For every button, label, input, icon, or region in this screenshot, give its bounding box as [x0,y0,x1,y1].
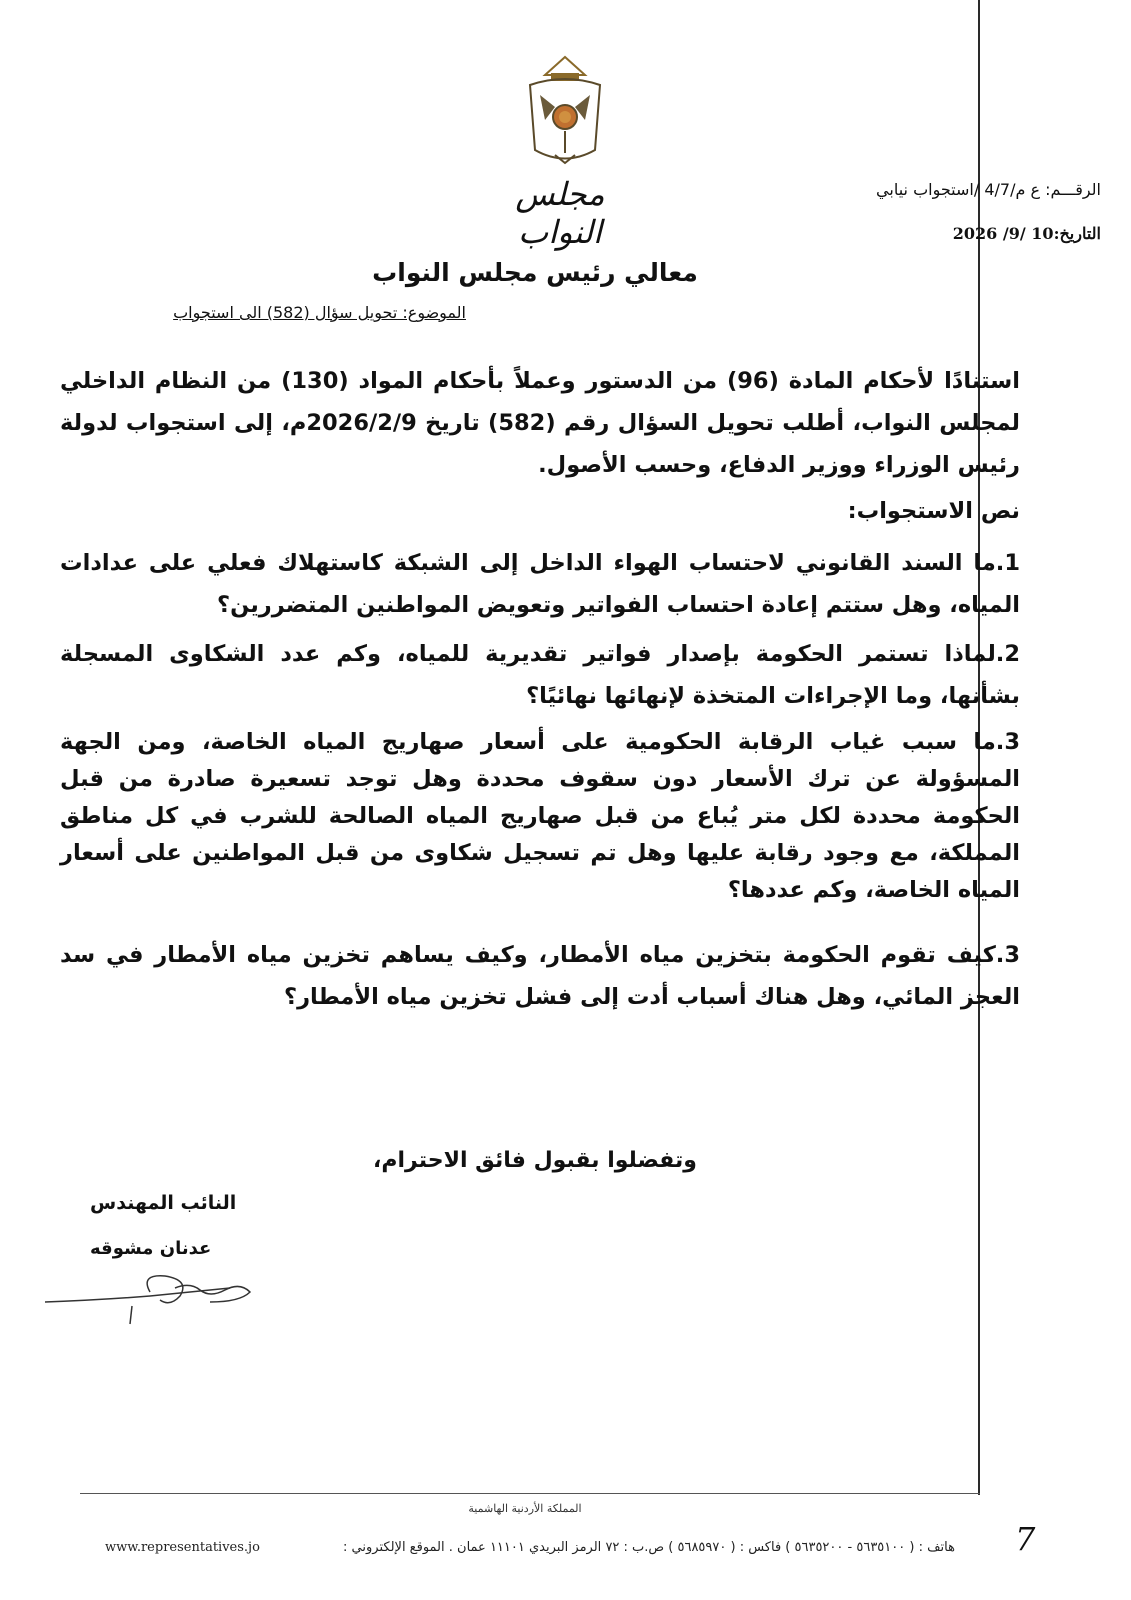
subject-line: الموضوع: تحويل سؤال (582) الى استجواب [173,303,466,322]
intro-paragraph: استنادًا لأحكام المادة (96) من الدستور وعملاً بأحكام المواد (130) من النظام الداخلي لمجلس النواب، أطلب تحويل السؤال رقم (582) تاريخ 2026/2/9م، إلى استجواب لدولة رئيس الوزراء ووزير الدفاع، وحسب الأصول. [60,368,1021,478]
question-item: 2.لماذا تستمر الحكومة بإصدار فواتير تقديرية للمياه، وكم عدد الشكاوى المسجلة بشأنها، وما الإجراءات المتخذة لإنهائها نهائيًا؟ [60,641,1020,709]
footer-contact: هاتف : ( ٥٦٣٥١٠٠ - ٥٦٣٥٢٠٠ ) فاكس : ( ٥٦٨٥٩٧٠ ) ص.ب : ٧٢ الرمز البريدي ١١١٠١ عمان . الموقع الإلكتروني : [343,1540,955,1555]
question-item: 3.كيف تقوم الحكومة بتخزين مياه الأمطار، وكيف يساهم تخزين مياه الأمطار في سد العجز المائي، وهل هناك أسباب أدت إلى فشل تخزين مياه الأمطار؟ [60,942,1020,1010]
addressee: معالي رئيس مجلس النواب [372,258,698,287]
signature-image [40,1262,260,1332]
signatory-title: النائب المهندس [90,1192,237,1214]
footer-kingdom: المملكة الأردنية الهاشمية [468,1502,582,1515]
reference-number: الرقـــم: ع م/4/7 /استجواب نيابي [876,180,1101,199]
question-item: 3.ما سبب غياب الرقابة الحكومية على أسعار صهاريج المياه الخاصة، ومن الجهة المسؤولة عن ترك الأسعار دون سقوف محددة وهل توجد تسعيرة صادرة من قبل الحكومة محددة لكل متر يُباع من قبل صهاريج المياه الصالحة للشرب في كل مناطق المملكة، مع وجود رقابة عليها وهل تم تسجيل شكاوى من قبل المواطنين على أسعار المياه الخاصة، وكم عددها؟ [60,729,1020,903]
signatory-name: عدنان مشوقه [90,1238,212,1259]
questions-heading: نص الاستجواب: [847,498,1020,524]
footer-divider [80,1493,980,1494]
council-name: مجلس النواب [515,175,605,251]
question-item: 1.ما السند القانوني لاحتساب الهواء الداخل إلى الشبكة كاستهلاك فعلي على عدادات المياه، وهل ستتم إعادة احتساب الفواتير وتعويض المواطنين المتضررين؟ [60,550,1020,618]
page-number: 7 [1015,1520,1036,1558]
letter-date: التاريخ:10 /9/ 2026 [952,224,1101,243]
closing-line: وتفضلوا بقبول فائق الاحترام، [373,1148,697,1173]
coat-of-arms-icon [515,45,615,175]
footer-website: www.representatives.jo [105,1540,260,1555]
